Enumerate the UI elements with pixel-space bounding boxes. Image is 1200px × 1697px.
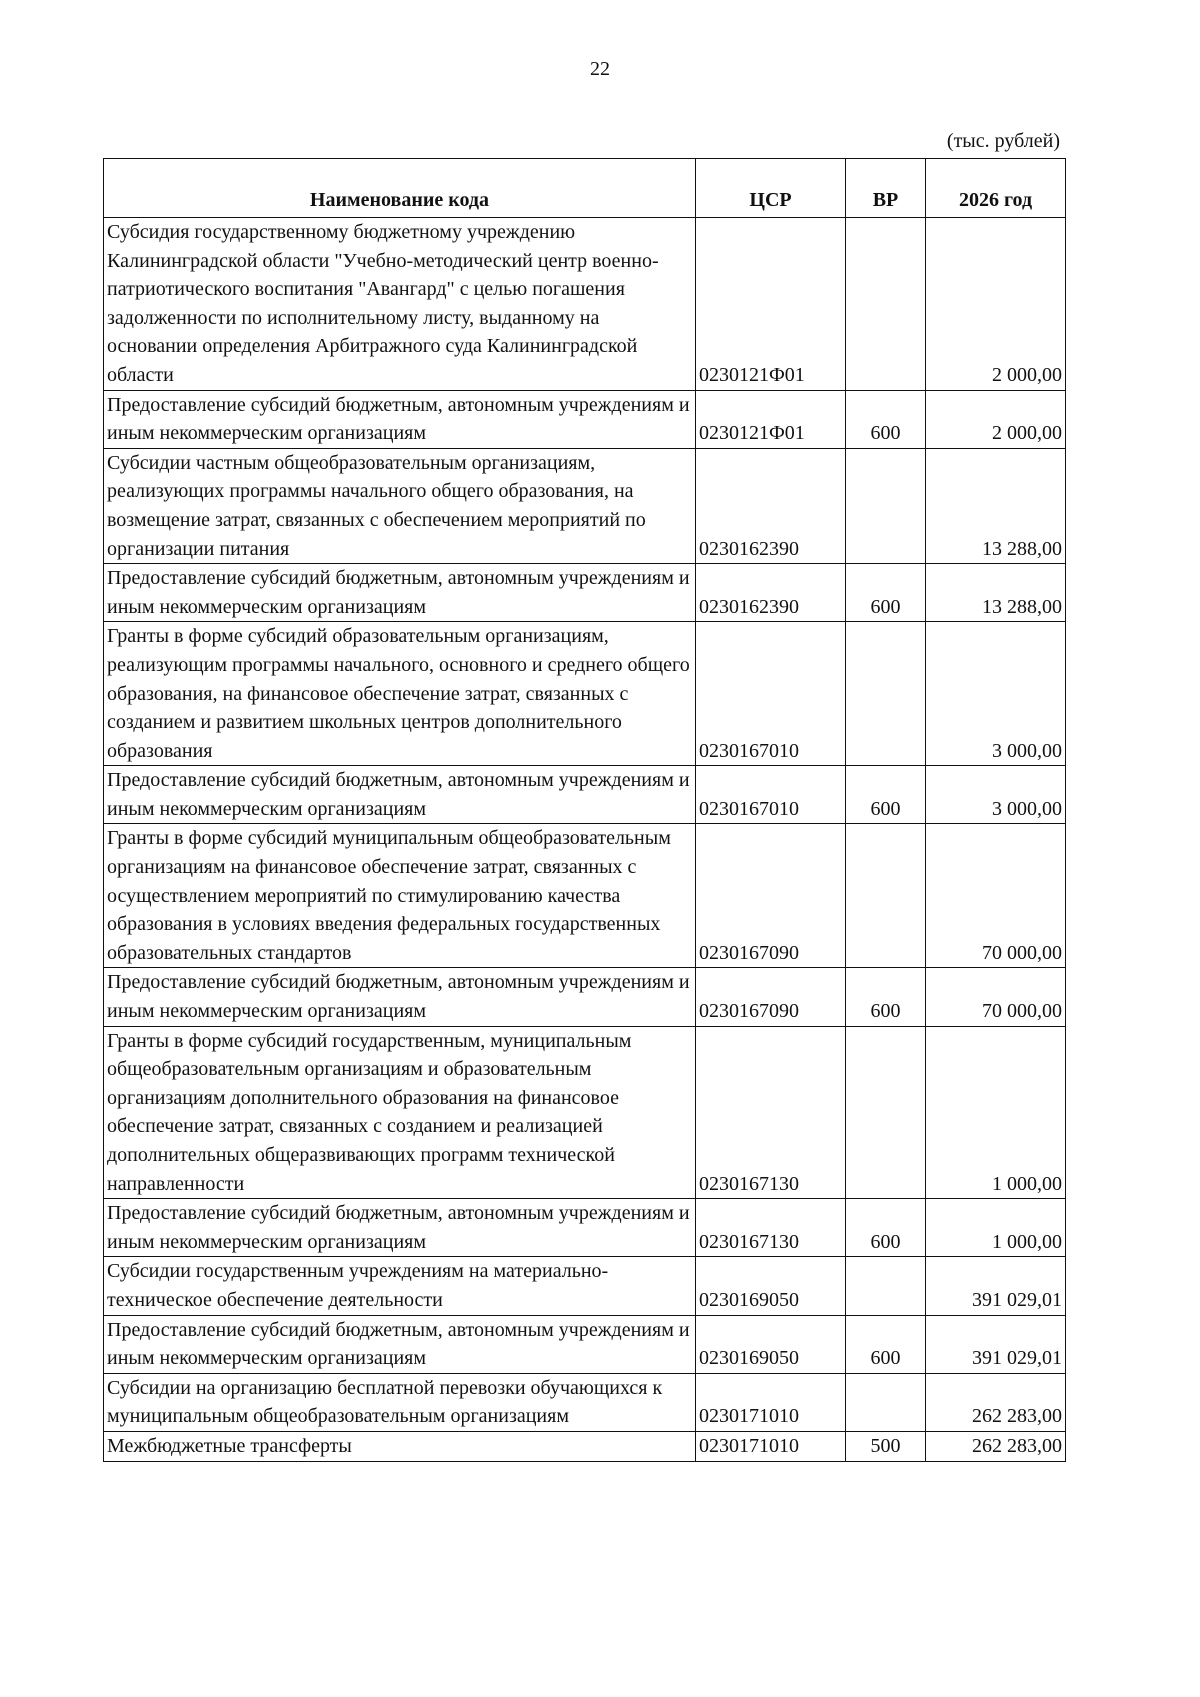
- row-name: Гранты в форме субсидий образовательным организациям, реализующим программы начального, основного и среднего общего образования, на финансовое обеспечение затрат, связанных с созданием и развитием школьных центров дополнительного образования: [104, 622, 696, 766]
- row-amount: 3 000,00: [926, 766, 1066, 824]
- row-name: Субсидия государственному бюджетному учреждению Калининградской области "Учебно-методический центр военно-патриотического воспитания "Авангард" с целью погашения задолженности по исполнительному листу, выданному на основании определения Арбитражного суда Калининградской области: [104, 218, 696, 391]
- row-name: Предоставление субсидий бюджетным, автономным учреждениям и иным некоммерческим организациям: [104, 390, 696, 448]
- row-csr: 0230121Ф01: [696, 390, 846, 448]
- row-csr: 0230171010: [696, 1431, 846, 1461]
- row-vr: 600: [846, 1199, 926, 1257]
- row-vr: [846, 824, 926, 968]
- row-amount: 70 000,00: [926, 968, 1066, 1026]
- header-vr: ВР: [846, 159, 926, 218]
- row-csr: 0230167090: [696, 968, 846, 1026]
- row-name: Предоставление субсидий бюджетным, автономным учреждениям и иным некоммерческим организациям: [104, 968, 696, 1026]
- table-row: [104, 622, 1066, 766]
- row-amount: 391 029,01: [926, 1315, 1066, 1373]
- row-csr: 0230162390: [696, 564, 846, 622]
- header-csr: ЦСР: [696, 159, 846, 218]
- row-csr: 0230171010: [696, 1373, 846, 1431]
- row-csr: 0230169050: [696, 1257, 846, 1315]
- row-name: Субсидии на организацию бесплатной перевозки обучающихся к муниципальным общеобразовательным организациям: [104, 1373, 696, 1431]
- table-row: [104, 1199, 1066, 1257]
- table-row: [104, 1315, 1066, 1373]
- row-vr: [846, 1257, 926, 1315]
- row-amount: 3 000,00: [926, 622, 1066, 766]
- row-vr: [846, 448, 926, 563]
- table-row: [104, 1373, 1066, 1431]
- row-csr: 0230162390: [696, 448, 846, 563]
- row-csr: 0230121Ф01: [696, 218, 846, 391]
- row-csr: 0230167130: [696, 1199, 846, 1257]
- units-label: (тыс. рублей): [946, 130, 1060, 152]
- row-vr: 500: [846, 1431, 926, 1461]
- table-row: [104, 824, 1066, 968]
- table-header: [104, 159, 1066, 218]
- row-vr: [846, 1373, 926, 1431]
- row-vr: [846, 622, 926, 766]
- row-amount: 262 283,00: [926, 1373, 1066, 1431]
- row-amount: 391 029,01: [926, 1257, 1066, 1315]
- table-row: [104, 968, 1066, 1026]
- row-amount: 2 000,00: [926, 390, 1066, 448]
- row-name: Гранты в форме субсидий муниципальным общеобразовательным организациям на финансовое обеспечение затрат, связанных с осуществлением мероприятий по стимулированию качества образования в условиях введения федеральных государственных образовательных стандартов: [104, 824, 696, 968]
- row-name: Межбюджетные трансферты: [104, 1431, 696, 1461]
- header-year: 2026 год: [926, 159, 1066, 218]
- row-name: Предоставление субсидий бюджетным, автономным учреждениям и иным некоммерческим организациям: [104, 1199, 696, 1257]
- row-amount: 262 283,00: [926, 1431, 1066, 1461]
- row-vr: 600: [846, 968, 926, 1026]
- table-row: [104, 564, 1066, 622]
- table-row: [104, 448, 1066, 563]
- budget-table: [103, 158, 1066, 1462]
- row-name: Субсидии частным общеобразовательным организациям, реализующих программы начального общего образования, на возмещение затрат, связанных с обеспечением мероприятий по организации питания: [104, 448, 696, 563]
- page-number: 22: [590, 58, 610, 80]
- table-row: [104, 1026, 1066, 1199]
- row-csr: 0230169050: [696, 1315, 846, 1373]
- row-vr: 600: [846, 564, 926, 622]
- row-name: Предоставление субсидий бюджетным, автономным учреждениям и иным некоммерческим организациям: [104, 1315, 696, 1373]
- row-vr: 600: [846, 390, 926, 448]
- row-csr: 0230167130: [696, 1026, 846, 1199]
- row-vr: 600: [846, 1315, 926, 1373]
- row-vr: 600: [846, 766, 926, 824]
- row-amount: 70 000,00: [926, 824, 1066, 968]
- row-name: Гранты в форме субсидий государственным, муниципальным общеобразовательным организациям и образовательным организациям дополнительного образования на финансовое обеспечение затрат, связанных с созданием и реализацией дополнительных общеразвивающих программ технической направленности: [104, 1026, 696, 1199]
- table-row: [104, 1257, 1066, 1315]
- row-name: Предоставление субсидий бюджетным, автономным учреждениям и иным некоммерческим организациям: [104, 766, 696, 824]
- row-name: Предоставление субсидий бюджетным, автономным учреждениям и иным некоммерческим организациям: [104, 564, 696, 622]
- row-vr: [846, 1026, 926, 1199]
- table-row: [104, 218, 1066, 391]
- row-amount: 2 000,00: [926, 218, 1066, 391]
- table-row: [104, 1431, 1066, 1461]
- table-body: [104, 218, 1066, 1462]
- row-amount: 13 288,00: [926, 564, 1066, 622]
- header-row: [104, 159, 1066, 218]
- row-csr: 0230167010: [696, 622, 846, 766]
- table-row: [104, 390, 1066, 448]
- row-amount: 13 288,00: [926, 448, 1066, 563]
- row-amount: 1 000,00: [926, 1199, 1066, 1257]
- table-row: [104, 766, 1066, 824]
- row-name: Субсидии государственным учреждениям на материально-техническое обеспечение деятельности: [104, 1257, 696, 1315]
- row-csr: 0230167010: [696, 766, 846, 824]
- row-amount: 1 000,00: [926, 1026, 1066, 1199]
- row-vr: [846, 218, 926, 391]
- row-csr: 0230167090: [696, 824, 846, 968]
- header-name: Наименование кода: [104, 159, 696, 218]
